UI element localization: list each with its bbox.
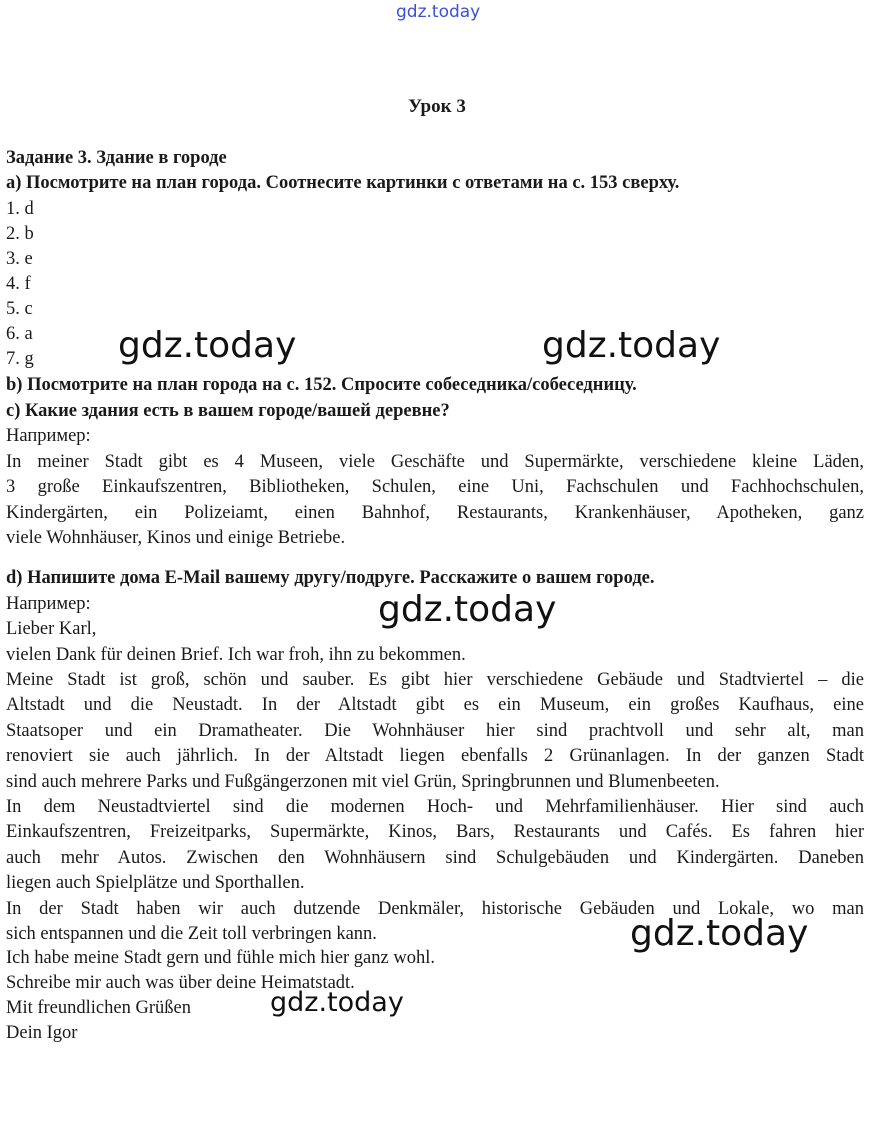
answer-item: 1. d <box>6 199 34 219</box>
text-line: renoviert sie auch jährlich. In der Altstadt liegen ebenfalls 2 Grünanlagen. In der ganzen Stadt <box>6 746 864 767</box>
section-a-title: a) Посмотрите на план города. Соотнесите картинки с ответами на с. 153 сверху. <box>6 173 680 193</box>
letter-signature: Dein Igor <box>6 1023 78 1043</box>
lesson-title: Урок 3 <box>408 96 466 117</box>
text-line: sind auch mehrere Parks und Fußgängerzonen mit viel Grün, Springbrunnen und Blumenbeeten. <box>6 771 720 792</box>
text-line: liegen auch Spielplätze und Sporthallen. <box>6 873 305 894</box>
text-line: In dem Neustadtviertel sind die modernen Hoch- und Mehrfamilienhäuser. Hier sind auch <box>6 797 864 817</box>
text-line: In der Stadt haben wir auch dutzende Denkmäler, historische Gebäuden und Lokale, wo man <box>6 899 864 919</box>
answer-item: 5. c <box>6 299 33 319</box>
letter-paragraph-1 <box>6 668 864 795</box>
answer-item: 7. g <box>6 349 34 369</box>
answer-item: 2. b <box>6 224 34 244</box>
text-line: Einkaufszentren, Freizeitparks, Supermärkte, Kinos, Bars, Restaurants und Cafés. Es fahren hier <box>6 822 864 843</box>
section-d-title: d) Напишите дома E-Mail вашему другу/подруге. Расскажите о вашем городе. <box>6 568 655 588</box>
letter-line: vielen Dank für deinen Brief. Ich war froh, ihn zu bekommen. <box>6 645 466 665</box>
section-c-title: c) Какие здания есть в вашем городе/вашей деревне? <box>6 401 450 421</box>
text-line: sich entspannen und die Zeit toll verbringen kann. <box>6 924 377 945</box>
text-line: 3 große Einkaufszentren, Bibliotheken, Schulen, eine Uni, Fachschulen und Fachhochschulen, <box>6 477 864 498</box>
letter-greeting: Lieber Karl, <box>6 619 97 639</box>
task-number: Задание 3. <box>6 148 92 168</box>
section-c-example-label: Например: <box>6 426 91 446</box>
letter-paragraph-2 <box>6 795 864 897</box>
answer-item: 3. e <box>6 249 33 269</box>
text-line: Kindergärten, ein Polizeiamt, einen Bahnhof, Restaurants, Krankenhäuser, Apotheken, ganz <box>6 502 864 523</box>
text-line: viele Wohnhäuser, Kinos und einige Betriebe. <box>6 528 346 549</box>
answer-item: 6. a <box>6 324 33 344</box>
text-line: Meine Stadt ist groß, schön und sauber. Es gibt hier verschiedene Gebäude und Stadtviertel – die <box>6 670 864 690</box>
section-b-title: b) Посмотрите на план города на с. 152. Спросите собеседника/собеседницу. <box>6 375 637 395</box>
text-line: Staatsoper und ein Dramatheater. Die Wohnhäuser hier sind prachtvoll und sehr alt, man <box>6 720 864 741</box>
section-c-text <box>6 450 864 552</box>
watermark: gdz.today <box>542 325 721 366</box>
task-topic: Здание в городе <box>91 148 227 168</box>
text-line: Altstadt und die Neustadt. In der Altstadt gibt es ein Museum, ein großes Kaufhaus, eine <box>6 695 864 716</box>
letter-closing-line: Mit freundlichen Grüßen <box>6 998 191 1018</box>
answer-item: 4. f <box>6 274 31 294</box>
text-line: In meiner Stadt gibt es 4 Museen, viele Geschäfte und Supermärkte, verschiedene kleine Läden, <box>6 452 864 472</box>
watermark: gdz.today <box>270 987 404 1018</box>
watermark: gdz.today <box>378 589 557 630</box>
task-heading <box>6 146 227 171</box>
watermark-top: gdz.today <box>396 2 481 22</box>
text-line: auch mehr Autos. Zwischen den Wohnhäusern sind Schulgebäuden und Kindergärten. Daneben <box>6 847 864 868</box>
watermark: gdz.today <box>630 913 809 954</box>
letter-closing-line: Schreibe mir auch was über deine Heimatstadt. <box>6 973 355 993</box>
section-d-example-label: Например: <box>6 594 91 614</box>
watermark: gdz.today <box>118 325 297 366</box>
letter-closing-line: Ich habe meine Stadt gern und fühle mich hier ganz wohl. <box>6 948 435 968</box>
